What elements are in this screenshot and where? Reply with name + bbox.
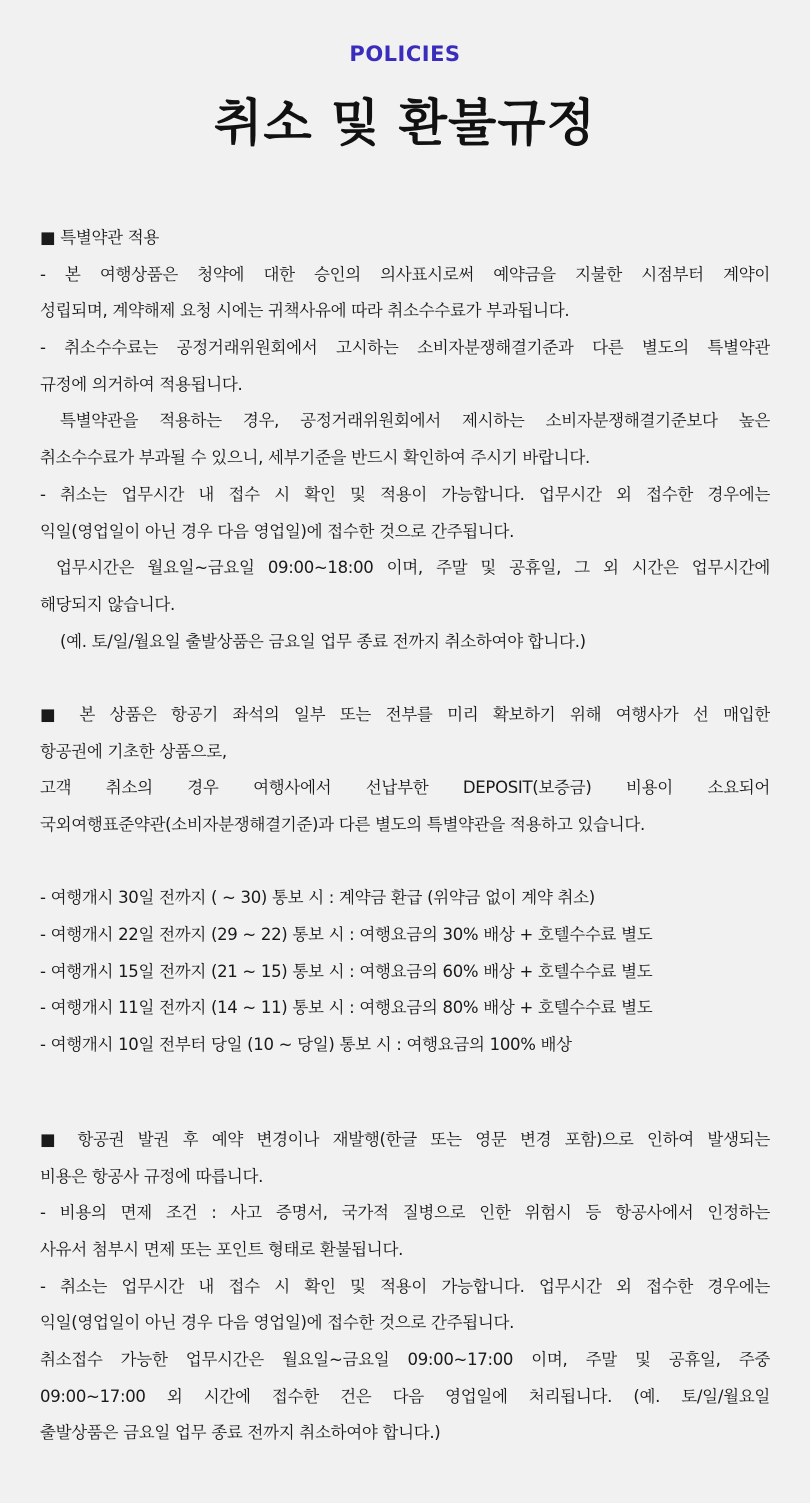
list-item: - 여행개시 22일 전까지 (29 ~ 22) 통보 시 : 여행요금의 30% 배상 + 호텔수수료 별도 (40, 925, 653, 945)
ticket-change-section (40, 1122, 770, 1452)
paragraph-line: 특별약관을 적용하는 경우, 공정거래위원회에서 제시하는 소비자분쟁해결기준보다 높은 (60, 411, 770, 431)
paragraph-line: ■ 항공권 발권 후 예약 변경이나 재발행(한글 또는 영문 변경 포함)으로 인하여 발생되는 (40, 1129, 770, 1149)
section-eyebrow: POLICIES (349, 42, 461, 66)
paragraph-line: 09:00~17:00 외 시간에 접수한 건은 다음 영업일에 처리됩니다. (예. 토/일/월요일 (40, 1386, 770, 1406)
paragraph-line: 취소접수 가능한 업무시간은 월요일~금요일 09:00~17:00 이며, 주말 및 공휴일, 주중 (40, 1349, 770, 1369)
airline-seat-section (40, 697, 770, 844)
spacer (40, 1064, 770, 1122)
paragraph-line: 성립되며, 계약해제 요청 시에는 귀책사유에 따라 취소수수료가 부과됩니다. (40, 301, 570, 321)
paragraph-line: 규정에 의거하여 적용됩니다. (40, 374, 243, 394)
special-terms-section (40, 220, 770, 660)
paragraph-line: 비용은 항공사 규정에 따릅니다. (40, 1166, 264, 1186)
paragraph-line: ■ 특별약관 적용 (40, 228, 160, 247)
paragraph-line: 취소수수료가 부과될 수 있으니, 세부기준을 반드시 확인하여 주시기 바랍니다. (40, 448, 590, 468)
cancellation-fee-list (40, 880, 770, 1063)
paragraph-line: 해당되지 않습니다. (40, 594, 176, 614)
list-item: - 여행개시 15일 전까지 (21 ~ 15) 통보 시 : 여행요금의 60% 배상 + 호텔수수료 별도 (40, 961, 653, 981)
paragraph-line: 국외여행표준약관(소비자분쟁해결기준)과 다른 별도의 특별약관을 적용하고 있습니다. (40, 815, 645, 834)
paragraph-line: 사유서 첨부시 면제 또는 포인트 형태로 환불됩니다. (40, 1239, 404, 1259)
paragraph-line: - 취소는 업무시간 내 접수 시 확인 및 적용이 가능합니다. 업무시간 외 접수한 경우에는 (40, 484, 770, 504)
paragraph-line: ■ 본 상품은 항공기 좌석의 일부 또는 전부를 미리 확보하기 위해 여행사가 선 매입한 (40, 704, 770, 724)
paragraph-line: 고객 취소의 경우 여행사에서 선납부한 DEPOSIT(보증금) 비용이 소요되어 (40, 778, 770, 798)
spacer (40, 844, 770, 881)
paragraph-line: - 취소수수료는 공정거래위원회에서 고시하는 소비자분쟁해결기준과 다른 별도의 특별약관 (40, 338, 770, 358)
list-item: - 여행개시 10일 전부터 당일 (10 ~ 당일) 통보 시 : 여행요금의 100% 배상 (40, 1035, 572, 1055)
list-item: - 여행개시 30일 전까지 ( ~ 30) 통보 시 : 계약금 환급 (위약금 없이 계약 취소) (40, 888, 595, 908)
paragraph-line: 업무시간은 월요일~금요일 09:00~18:00 이며, 주말 및 공휴일, 그 외 시간은 업무시간에 (56, 558, 770, 578)
paragraph-line: 항공권에 기초한 상품으로, (40, 741, 227, 761)
paragraph-line: 출발상품은 금요일 업무 종료 전까지 취소하여야 합니다.) (40, 1423, 441, 1443)
paragraph-line: - 취소는 업무시간 내 접수 시 확인 및 적용이 가능합니다. 업무시간 외 접수한 경우에는 (40, 1276, 770, 1296)
paragraph-line: - 본 여행상품은 청약에 대한 승인의 의사표시로써 예약금을 지불한 시점부터 계약이 (40, 264, 770, 284)
paragraph-line: - 비용의 면제 조건 : 사고 증명서, 국가적 질병으로 인한 위험시 등 항공사에서 인정하는 (40, 1203, 770, 1223)
page-title: 취소 및 환불규정 (214, 94, 596, 152)
paragraph-line: 익일(영업일이 아닌 경우 다음 영업일)에 접수한 것으로 간주됩니다. (40, 1313, 515, 1333)
paragraph-line: 익일(영업일이 아닌 경우 다음 영업일)에 접수한 것으로 간주됩니다. (40, 521, 515, 541)
spacer (40, 660, 770, 697)
paragraph-line: (예. 토/일/월요일 출발상품은 금요일 업무 종료 전까지 취소하여야 합니다.) (60, 631, 586, 651)
policy-content (40, 220, 770, 1452)
list-item: - 여행개시 11일 전까지 (14 ~ 11) 통보 시 : 여행요금의 80% 배상 + 호텔수수료 별도 (40, 998, 653, 1018)
